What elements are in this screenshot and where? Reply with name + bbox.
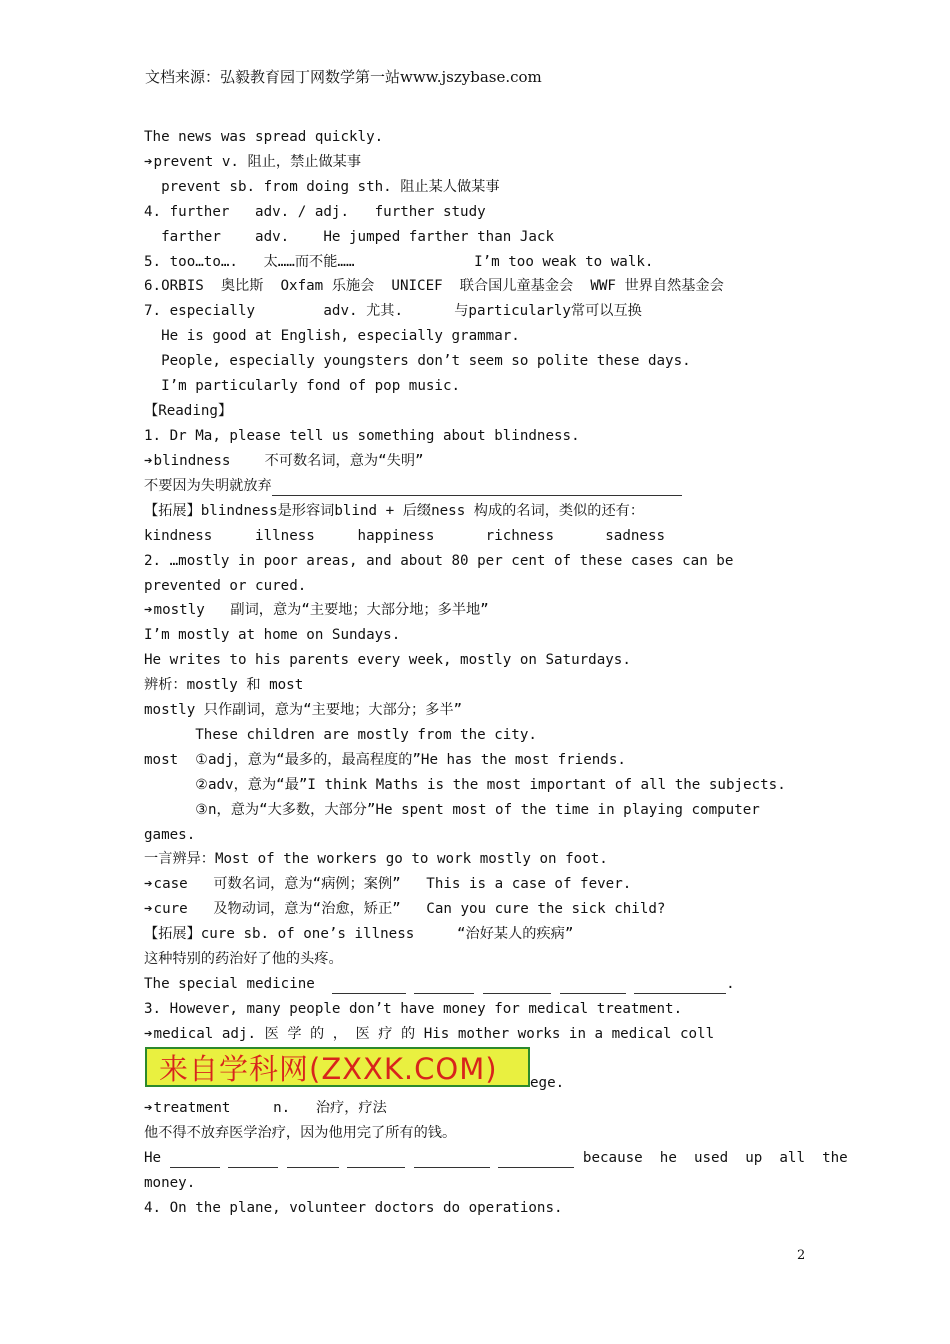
text-line: ➔ medical adj. 医 学 的 ， 医 疗 的 His mother works in a medical coll <box>144 1026 715 1042</box>
text-line: ➔blindness 不可数名词，意为“失明” <box>144 453 424 469</box>
answer-blank[interactable] <box>332 979 406 994</box>
text-line: prevent sb. from doing sth. 阻止某人做某事 <box>144 179 500 195</box>
arrow-icon: ➔ <box>144 602 153 618</box>
text-line: These children are mostly from the city. <box>144 727 537 743</box>
text-line: ③n，意为“大多数，大部分”He spent most of the time in playing computer <box>144 802 760 818</box>
text-line: 这种特别的药治好了他的头疼。 <box>144 951 343 967</box>
answer-blank[interactable] <box>347 1153 405 1168</box>
text-line: kindness illness happiness richness sadness <box>144 528 666 544</box>
arrow-icon: ➔ <box>144 876 153 892</box>
answer-blank[interactable] <box>483 979 551 994</box>
page-header: 文档来源：弘毅教育园丁网数学第一站www.jszybase.com <box>145 68 542 86</box>
text-line: 6.ORBIS 奥比斯 Oxfam 乐施会 UNICEF 联合国儿童基金会 WWF 世界自然基金会 <box>144 278 724 294</box>
arrow-icon: ➔ <box>144 453 153 469</box>
text-line: 【拓展】blindness是形容词blind + 后缀ness 构成的名词，类似的还有： <box>144 503 645 519</box>
arrow-icon: ➔ <box>144 1100 153 1116</box>
text-line: 5. too…to…. 太……而不能…… I’m too weak to walk. <box>144 254 654 270</box>
answer-blank[interactable] <box>414 1153 490 1168</box>
exercise-line: 不要因为失明就放弃 <box>144 476 682 496</box>
answer-blank[interactable] <box>498 1153 574 1168</box>
text-line: 一言辨异：Most of the workers go to work mostly on foot. <box>144 851 608 867</box>
text-line: ➔prevent v. 阻止，禁止做某事 <box>144 154 362 170</box>
text-line: games. <box>144 827 196 843</box>
text-line: He writes to his parents every week, mostly on Saturdays. <box>144 652 631 668</box>
answer-blank[interactable] <box>287 1153 339 1168</box>
arrow-icon: ➔ <box>144 901 153 917</box>
text-line: ➔cure 及物动词，意为“治愈，矫正” Can you cure the sick child? <box>144 901 666 917</box>
text-line: prevented or cured. <box>144 578 307 594</box>
text-line: ➔treatment n. 治疗，疗法 <box>144 1100 387 1116</box>
answer-blank[interactable] <box>272 481 682 496</box>
text-line: 他不得不放弃医学治疗，因为他用完了所有的钱。 <box>144 1125 457 1141</box>
text-line: money. <box>144 1175 196 1191</box>
text-line: People, especially youngsters don’t seem so polite these days. <box>144 353 691 369</box>
answer-blank[interactable] <box>560 979 626 994</box>
arrow-icon: ➔ <box>144 154 153 170</box>
answer-blank[interactable] <box>634 979 726 994</box>
section-heading: 【Reading】 <box>144 403 233 419</box>
page-number: 2 <box>797 1248 806 1263</box>
text-line: 【拓展】cure sb. of one’s illness “治好某人的疾病” <box>144 926 574 942</box>
text-line: 2. …mostly in poor areas, and about 80 per cent of these cases can be <box>144 553 734 569</box>
arrow-icon: ➔ <box>144 1026 153 1042</box>
text-line: I’m mostly at home on Sundays. <box>144 627 401 643</box>
exercise-line: He because he used up all the <box>144 1150 848 1166</box>
text-line: I’m particularly fond of pop music. <box>144 378 461 394</box>
text-line: 辨析：mostly 和 most <box>144 677 304 693</box>
text-line: farther adv. He jumped farther than Jack <box>144 229 554 245</box>
text-line: 4. On the plane, volunteer doctors do operations. <box>144 1200 563 1216</box>
answer-blank[interactable] <box>228 1153 278 1168</box>
text-line: The news was spread quickly. <box>144 129 384 145</box>
answer-blank[interactable] <box>414 979 474 994</box>
exercise-line: The special medicine . <box>144 976 735 992</box>
text-line: ②adv，意为“最”I think Maths is the most important of all the subjects. <box>144 777 786 793</box>
answer-blank[interactable] <box>170 1153 220 1168</box>
text-line: mostly 只作副词，意为“主要地；大部分；多半” <box>144 702 463 718</box>
watermark-banner[interactable]: 来自学科网(ZXXK.COM) <box>145 1047 530 1087</box>
text-line: He is good at English, especially grammar. <box>144 328 520 344</box>
text-line: 4. further adv. / adj. further study <box>144 204 486 220</box>
text-line: ➔case 可数名词，意为“病例；案例” This is a case of fever. <box>144 876 632 892</box>
text-line: 1. Dr Ma, please tell us something about blindness. <box>144 428 580 444</box>
text-line: ➔mostly 副词，意为“主要地；大部分地；多半地” <box>144 602 489 618</box>
text-line: 7. especially adv. 尤其. 与particularly常可以互换 <box>144 303 642 319</box>
text-line: 3. However, many people don’t have money for medical treatment. <box>144 1001 683 1017</box>
text-line: most ①adj，意为“最多的，最高程度的”He has the most friends. <box>144 752 626 768</box>
text-line: ege. <box>530 1075 565 1091</box>
